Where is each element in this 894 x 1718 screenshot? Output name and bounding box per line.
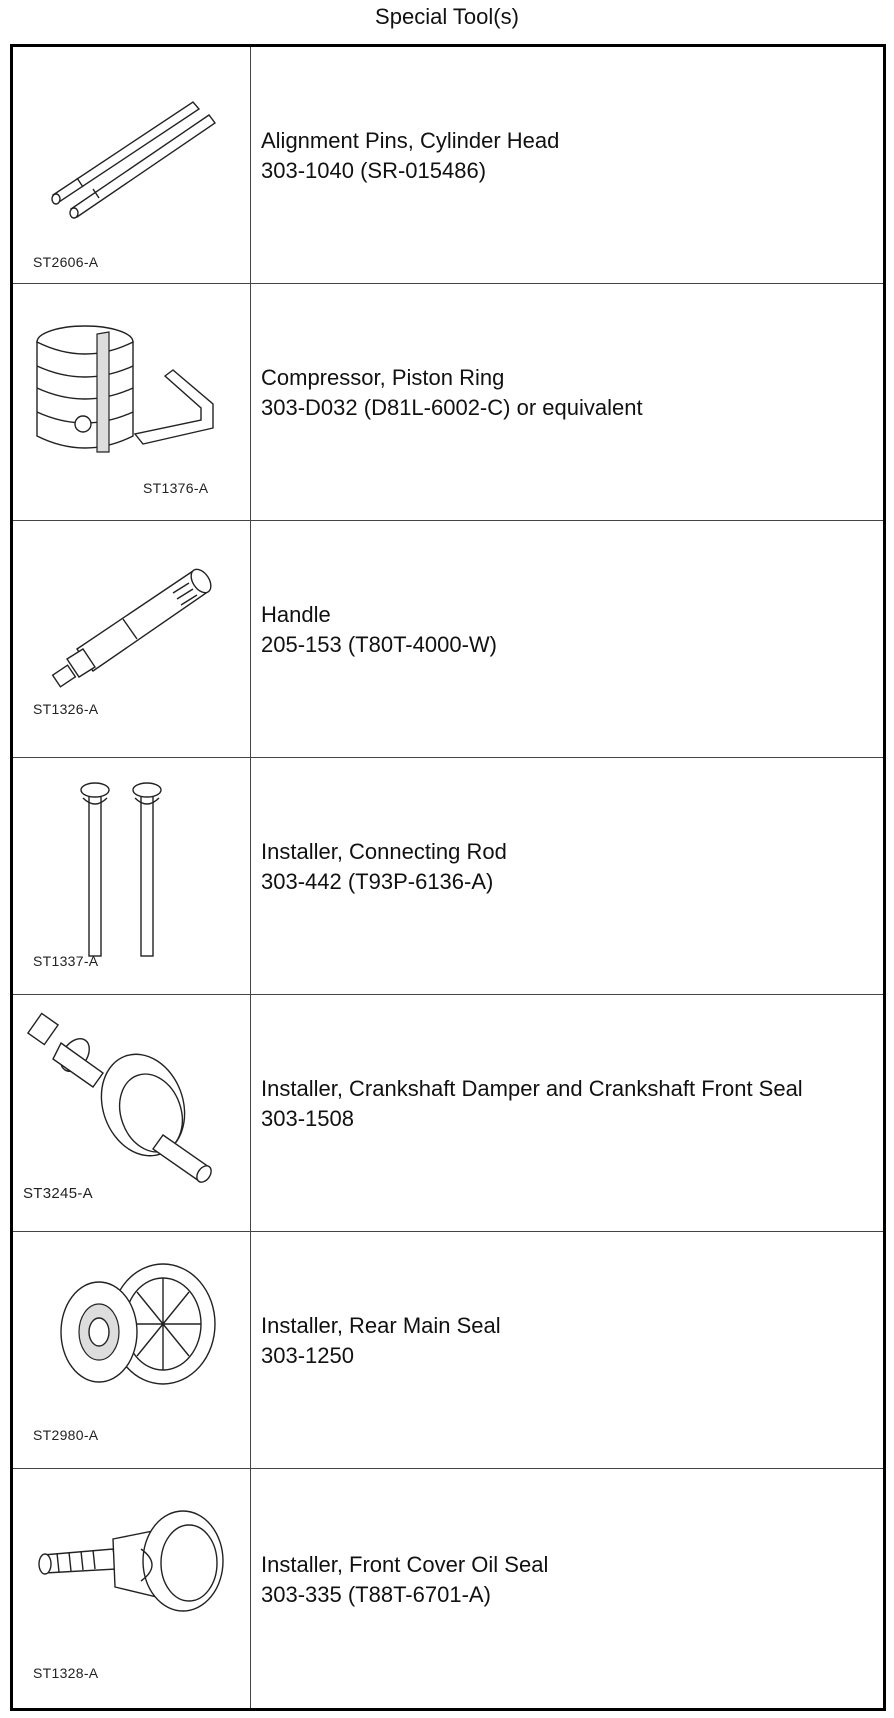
tool-illustration-cell xyxy=(13,1469,251,1708)
tool-name: Alignment Pins, Cylinder Head xyxy=(261,128,560,153)
tool-code: ST1376-A xyxy=(143,480,209,496)
tool-row xyxy=(13,284,883,521)
tool-name: Installer, Crankshaft Damper and Crankshaft Front Seal xyxy=(261,1076,803,1101)
tool-row xyxy=(13,47,883,284)
tool-row xyxy=(13,521,883,758)
tool-description xyxy=(261,284,871,520)
tool-number: 303-1040 (SR-015486) xyxy=(261,158,487,183)
special-tools-table xyxy=(10,44,886,1711)
tool-code: ST2980-A xyxy=(33,1427,99,1443)
tool-number: 205-153 (T80T-4000-W) xyxy=(261,632,497,657)
tool-illustration-cell xyxy=(13,1232,251,1468)
tool-code: ST1326-A xyxy=(33,701,99,717)
handle-icon xyxy=(13,521,251,758)
tool-number: 303-1508 xyxy=(261,1106,354,1131)
tool-name: Installer, Front Cover Oil Seal xyxy=(261,1551,549,1577)
tool-illustration-cell xyxy=(13,995,251,1231)
tool-number: 303-442 (T93P-6136-A) xyxy=(261,869,494,894)
tool-illustration-cell xyxy=(13,47,251,283)
tool-code: ST1337-A xyxy=(33,953,99,969)
tool-row xyxy=(13,758,883,995)
tool-number: 303-335 (T88T-6701-A) xyxy=(261,1581,491,1607)
tool-row xyxy=(13,995,883,1232)
tool-row xyxy=(13,1469,883,1708)
page-title: Special Tool(s) xyxy=(375,4,519,29)
tool-code: ST3245-A xyxy=(23,1185,93,1202)
tool-description xyxy=(261,758,871,994)
tool-name: Installer, Rear Main Seal xyxy=(261,1313,501,1338)
alignment-pins-icon xyxy=(13,47,251,284)
tool-name: Installer, Connecting Rod xyxy=(261,839,507,864)
tool-illustration-cell xyxy=(13,284,251,520)
tool-code: ST2606-A xyxy=(33,254,99,270)
piston-ring-compressor-icon xyxy=(13,284,251,521)
tool-name: Compressor, Piston Ring xyxy=(261,365,505,390)
tool-description xyxy=(261,47,871,283)
tool-name: Handle xyxy=(261,602,331,627)
tool-illustration-cell xyxy=(13,521,251,757)
tool-description xyxy=(261,521,871,757)
tool-illustration-cell xyxy=(13,758,251,994)
tool-row xyxy=(13,1232,883,1469)
tool-description xyxy=(261,995,871,1231)
tool-description xyxy=(261,1469,871,1708)
tool-code: ST1328-A xyxy=(33,1665,99,1681)
tool-number: 303-1250 xyxy=(261,1343,354,1368)
tool-number: 303-D032 (D81L-6002-C) or equivalent xyxy=(261,395,643,420)
tool-description xyxy=(261,1232,871,1468)
